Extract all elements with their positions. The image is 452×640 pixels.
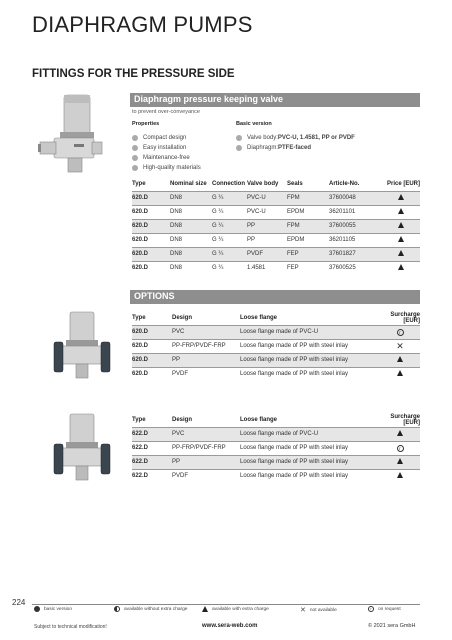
valve-header-bar xyxy=(130,93,420,107)
modification-note: Subject to technical modification! xyxy=(34,624,107,630)
table-row: 620.D DN8 G ¼ PVC-U FPM 37600048 xyxy=(132,191,420,205)
list-item: Maintenance-free xyxy=(132,153,201,163)
copyright: © 2021 sera GmbH xyxy=(368,623,416,629)
bullet-icon xyxy=(236,145,242,151)
table-row: 620.D PVDF Loose flange made of PP with steel inlay xyxy=(132,367,420,381)
table-row: 622.D PP Loose flange made of PP with steel inlay xyxy=(132,455,420,469)
table-row: 620.D DN8 G ¼ PP FPM 37600055 xyxy=(132,219,420,233)
table-row: 620.D PP Loose flange made of PP with steel inlay xyxy=(132,353,420,367)
table-row: 622.D PVDF Loose flange made of PP with steel inlay xyxy=(132,469,420,483)
properties-list xyxy=(132,133,201,173)
section-title: FITTINGS FOR THE PRESSURE SIDE xyxy=(32,68,235,80)
legend-on-request: r on request xyxy=(368,606,401,612)
triangle-icon xyxy=(398,250,404,256)
website-link[interactable]: www.sera-web.com xyxy=(202,623,258,629)
table-row: 620.D DN8 G ¼ PVDF FEP 37601827 xyxy=(132,247,420,261)
triangle-icon xyxy=(202,606,208,612)
triangle-icon xyxy=(397,370,403,376)
bullet-icon xyxy=(132,135,138,141)
triangle-icon xyxy=(398,194,404,200)
options-table-622 xyxy=(132,414,420,483)
footer-divider xyxy=(32,604,420,605)
basic-version-heading: Basic version xyxy=(236,121,272,127)
valve-flange-photo xyxy=(52,310,114,388)
x-icon: ✕ xyxy=(300,607,306,614)
valve-bar-title: Diaphragm pressure keeping valve xyxy=(134,94,284,104)
triangle-icon xyxy=(398,222,404,228)
legend-no-charge: available without extra charge xyxy=(114,606,187,612)
list-item: Compact design xyxy=(132,133,201,143)
page-title: DIAPHRAGM PUMPS xyxy=(32,12,253,37)
filled-circle-icon xyxy=(34,606,40,612)
table-row: 622.D PVC Loose flange made of PVC-U xyxy=(132,427,420,441)
table-header-row: Type Design Loose flange Surcharge [EUR] xyxy=(132,414,420,427)
table-header-row: Type Nominal size Connection Valve body Seals Article-No. Price [EUR] xyxy=(132,181,420,188)
valve-photo xyxy=(34,92,106,182)
triangle-icon xyxy=(397,430,403,436)
triangle-icon xyxy=(398,236,404,242)
list-item: High-quality materials xyxy=(132,163,201,173)
table-header-row: Type Design Loose flange Surcharge [EUR] xyxy=(132,312,420,325)
page-number: 224 xyxy=(12,598,26,607)
bullet-icon xyxy=(132,145,138,151)
half-circle-icon xyxy=(114,606,120,612)
triangle-icon xyxy=(398,264,404,270)
triangle-icon xyxy=(398,208,404,214)
table-row: 620.D DN8 G ¼ 1.4581 FEP 37600525 xyxy=(132,261,420,275)
x-icon: ✕ xyxy=(396,340,404,351)
triangle-icon xyxy=(397,458,403,464)
list-item: Diaphragm: PTFE-faced xyxy=(236,143,355,153)
legend-extra-charge: available with extra charge xyxy=(202,606,269,612)
basic-version-list xyxy=(236,133,355,153)
valve-flange-photo-2 xyxy=(52,412,114,490)
bullet-icon xyxy=(236,135,242,141)
table-row: 620.D DN8 G ¼ PVC-U EPDM 36201101 xyxy=(132,205,420,219)
circle-r-icon: r xyxy=(368,606,374,612)
bullet-icon xyxy=(132,165,138,171)
table-row: 620.D DN8 G ¼ PP EPDM 36201105 xyxy=(132,233,420,247)
options-header-bar xyxy=(130,290,420,304)
properties-heading: Properties xyxy=(132,121,160,127)
legend-basic: basic version xyxy=(34,606,72,612)
triangle-icon xyxy=(397,472,403,478)
options-bar-title: OPTIONS xyxy=(134,291,175,301)
options-table-620 xyxy=(132,312,420,381)
circle-r-icon: r xyxy=(397,445,404,452)
triangle-icon xyxy=(397,356,403,362)
table-row: 622.D PP-FRP/PVDF-FRP Loose flange made of PP with steel inlay r xyxy=(132,441,420,455)
table-row: 620.D PVC Loose flange made of PVC-U r xyxy=(132,325,420,339)
table-row: 620.D PP-FRP/PVDF-FRP Loose flange made of PP with steel inlay ✕ xyxy=(132,339,420,353)
valve-subtitle: to prevent over-conveyance xyxy=(132,109,200,115)
list-item: Easy installation xyxy=(132,143,201,153)
bullet-icon xyxy=(132,155,138,161)
circle-r-icon: r xyxy=(397,329,404,336)
valve-table xyxy=(132,178,420,275)
list-item: Valve body: PVC-U, 1.4581, PP or PVDF xyxy=(236,133,355,143)
legend-not-available: ✕ not available xyxy=(300,607,337,614)
